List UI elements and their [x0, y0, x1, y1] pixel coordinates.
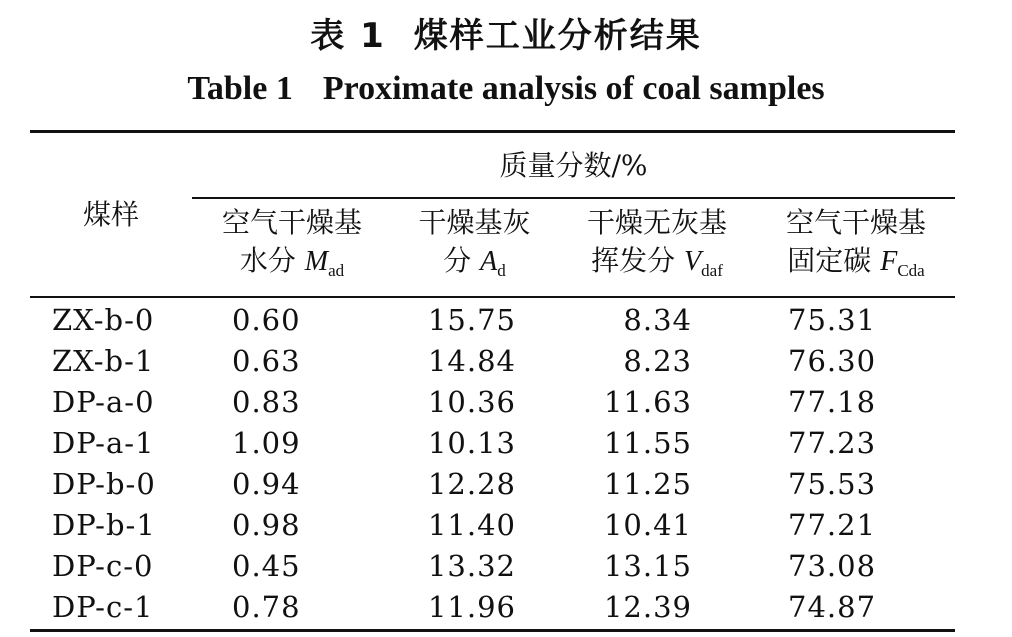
column-spanner-mass-fraction: 质量分数/% [499, 149, 648, 182]
column-header-line1: 空气干燥基 [785, 206, 926, 239]
table-row [0, 341, 1012, 382]
value-cell: 76.30 [788, 344, 877, 378]
table-row [0, 464, 1012, 505]
value-cell: 0.45 [232, 549, 301, 583]
value-cell: 0.60 [232, 303, 301, 337]
table-label-zh: 表 1 [310, 16, 386, 56]
sample-id-cell: ZX-b-0 [52, 303, 155, 337]
value-cell: 0.94 [232, 467, 301, 501]
column-header-line2: 挥发分 $V_{daf}$ [591, 244, 723, 280]
column-header-moisture [192, 204, 392, 290]
value-cell: 15.75 [427, 303, 516, 337]
column-header-volatile [557, 204, 757, 290]
value-cell: 77.21 [788, 508, 877, 542]
value-cell: 11.55 [603, 426, 692, 460]
value-cell: 10.13 [427, 426, 516, 460]
value-cell: 8.34 [623, 303, 692, 337]
value-cell: 1.09 [232, 426, 301, 460]
header-rule [30, 296, 955, 298]
table-row [0, 546, 1012, 587]
table-label-en: Table 1 [187, 70, 293, 107]
sample-id-cell: DP-c-1 [52, 590, 154, 624]
value-cell: 0.78 [232, 590, 301, 624]
value-cell: 12.28 [427, 467, 516, 501]
value-cell: 75.53 [788, 467, 877, 501]
column-header-line1: 空气干燥基 [221, 206, 362, 239]
value-cell: 11.63 [603, 385, 692, 419]
top-rule [30, 130, 955, 133]
spanner-rule [192, 197, 955, 199]
table-caption-english [0, 70, 1012, 108]
column-header-line2: 水分 $M_{ad}$ [239, 244, 345, 280]
value-cell: 0.98 [232, 508, 301, 542]
value-cell: 0.83 [232, 385, 301, 419]
column-header-sample: 煤样 [82, 198, 139, 231]
value-cell: 8.23 [623, 344, 692, 378]
value-cell: 11.25 [603, 467, 692, 501]
table-title-en: Proximate analysis of coal samples [322, 70, 825, 107]
sample-id-cell: DP-c-0 [52, 549, 154, 583]
sample-id-cell: DP-a-0 [52, 385, 155, 419]
value-cell: 13.15 [603, 549, 692, 583]
value-cell: 77.18 [788, 385, 877, 419]
column-header-line1: 干燥基灰 [418, 206, 531, 239]
value-cell: 11.96 [427, 590, 516, 624]
value-cell: 74.87 [788, 590, 877, 624]
table-title-zh: 煤样工业分析结果 [413, 16, 702, 56]
column-header-line1: 干燥无灰基 [586, 206, 727, 239]
value-cell: 12.39 [603, 590, 692, 624]
value-cell: 10.41 [603, 508, 692, 542]
table-row [0, 423, 1012, 464]
table-row [0, 300, 1012, 341]
value-cell: 75.31 [788, 303, 877, 337]
value-cell: 14.84 [427, 344, 516, 378]
column-header-line2: 固定碳 $F_{Cda}$ [787, 244, 925, 280]
column-header-ash [392, 204, 557, 290]
value-cell: 13.32 [427, 549, 516, 583]
value-cell: 73.08 [788, 549, 877, 583]
sample-id-cell: ZX-b-1 [52, 344, 155, 378]
table-row [0, 587, 1012, 628]
table-row [0, 505, 1012, 546]
value-cell: 11.40 [427, 508, 516, 542]
sample-id-cell: DP-b-1 [52, 508, 156, 542]
sample-id-cell: DP-b-0 [52, 467, 156, 501]
value-cell: 77.23 [788, 426, 877, 460]
value-cell: 10.36 [427, 385, 516, 419]
column-header-line2: 分 $A_d$ [443, 244, 506, 280]
table-row [0, 382, 1012, 423]
table-caption-chinese [0, 8, 1012, 57]
column-header-fixed-carbon [757, 204, 955, 290]
sample-id-cell: DP-a-1 [52, 426, 155, 460]
bottom-rule [30, 629, 955, 632]
value-cell: 0.63 [232, 344, 301, 378]
